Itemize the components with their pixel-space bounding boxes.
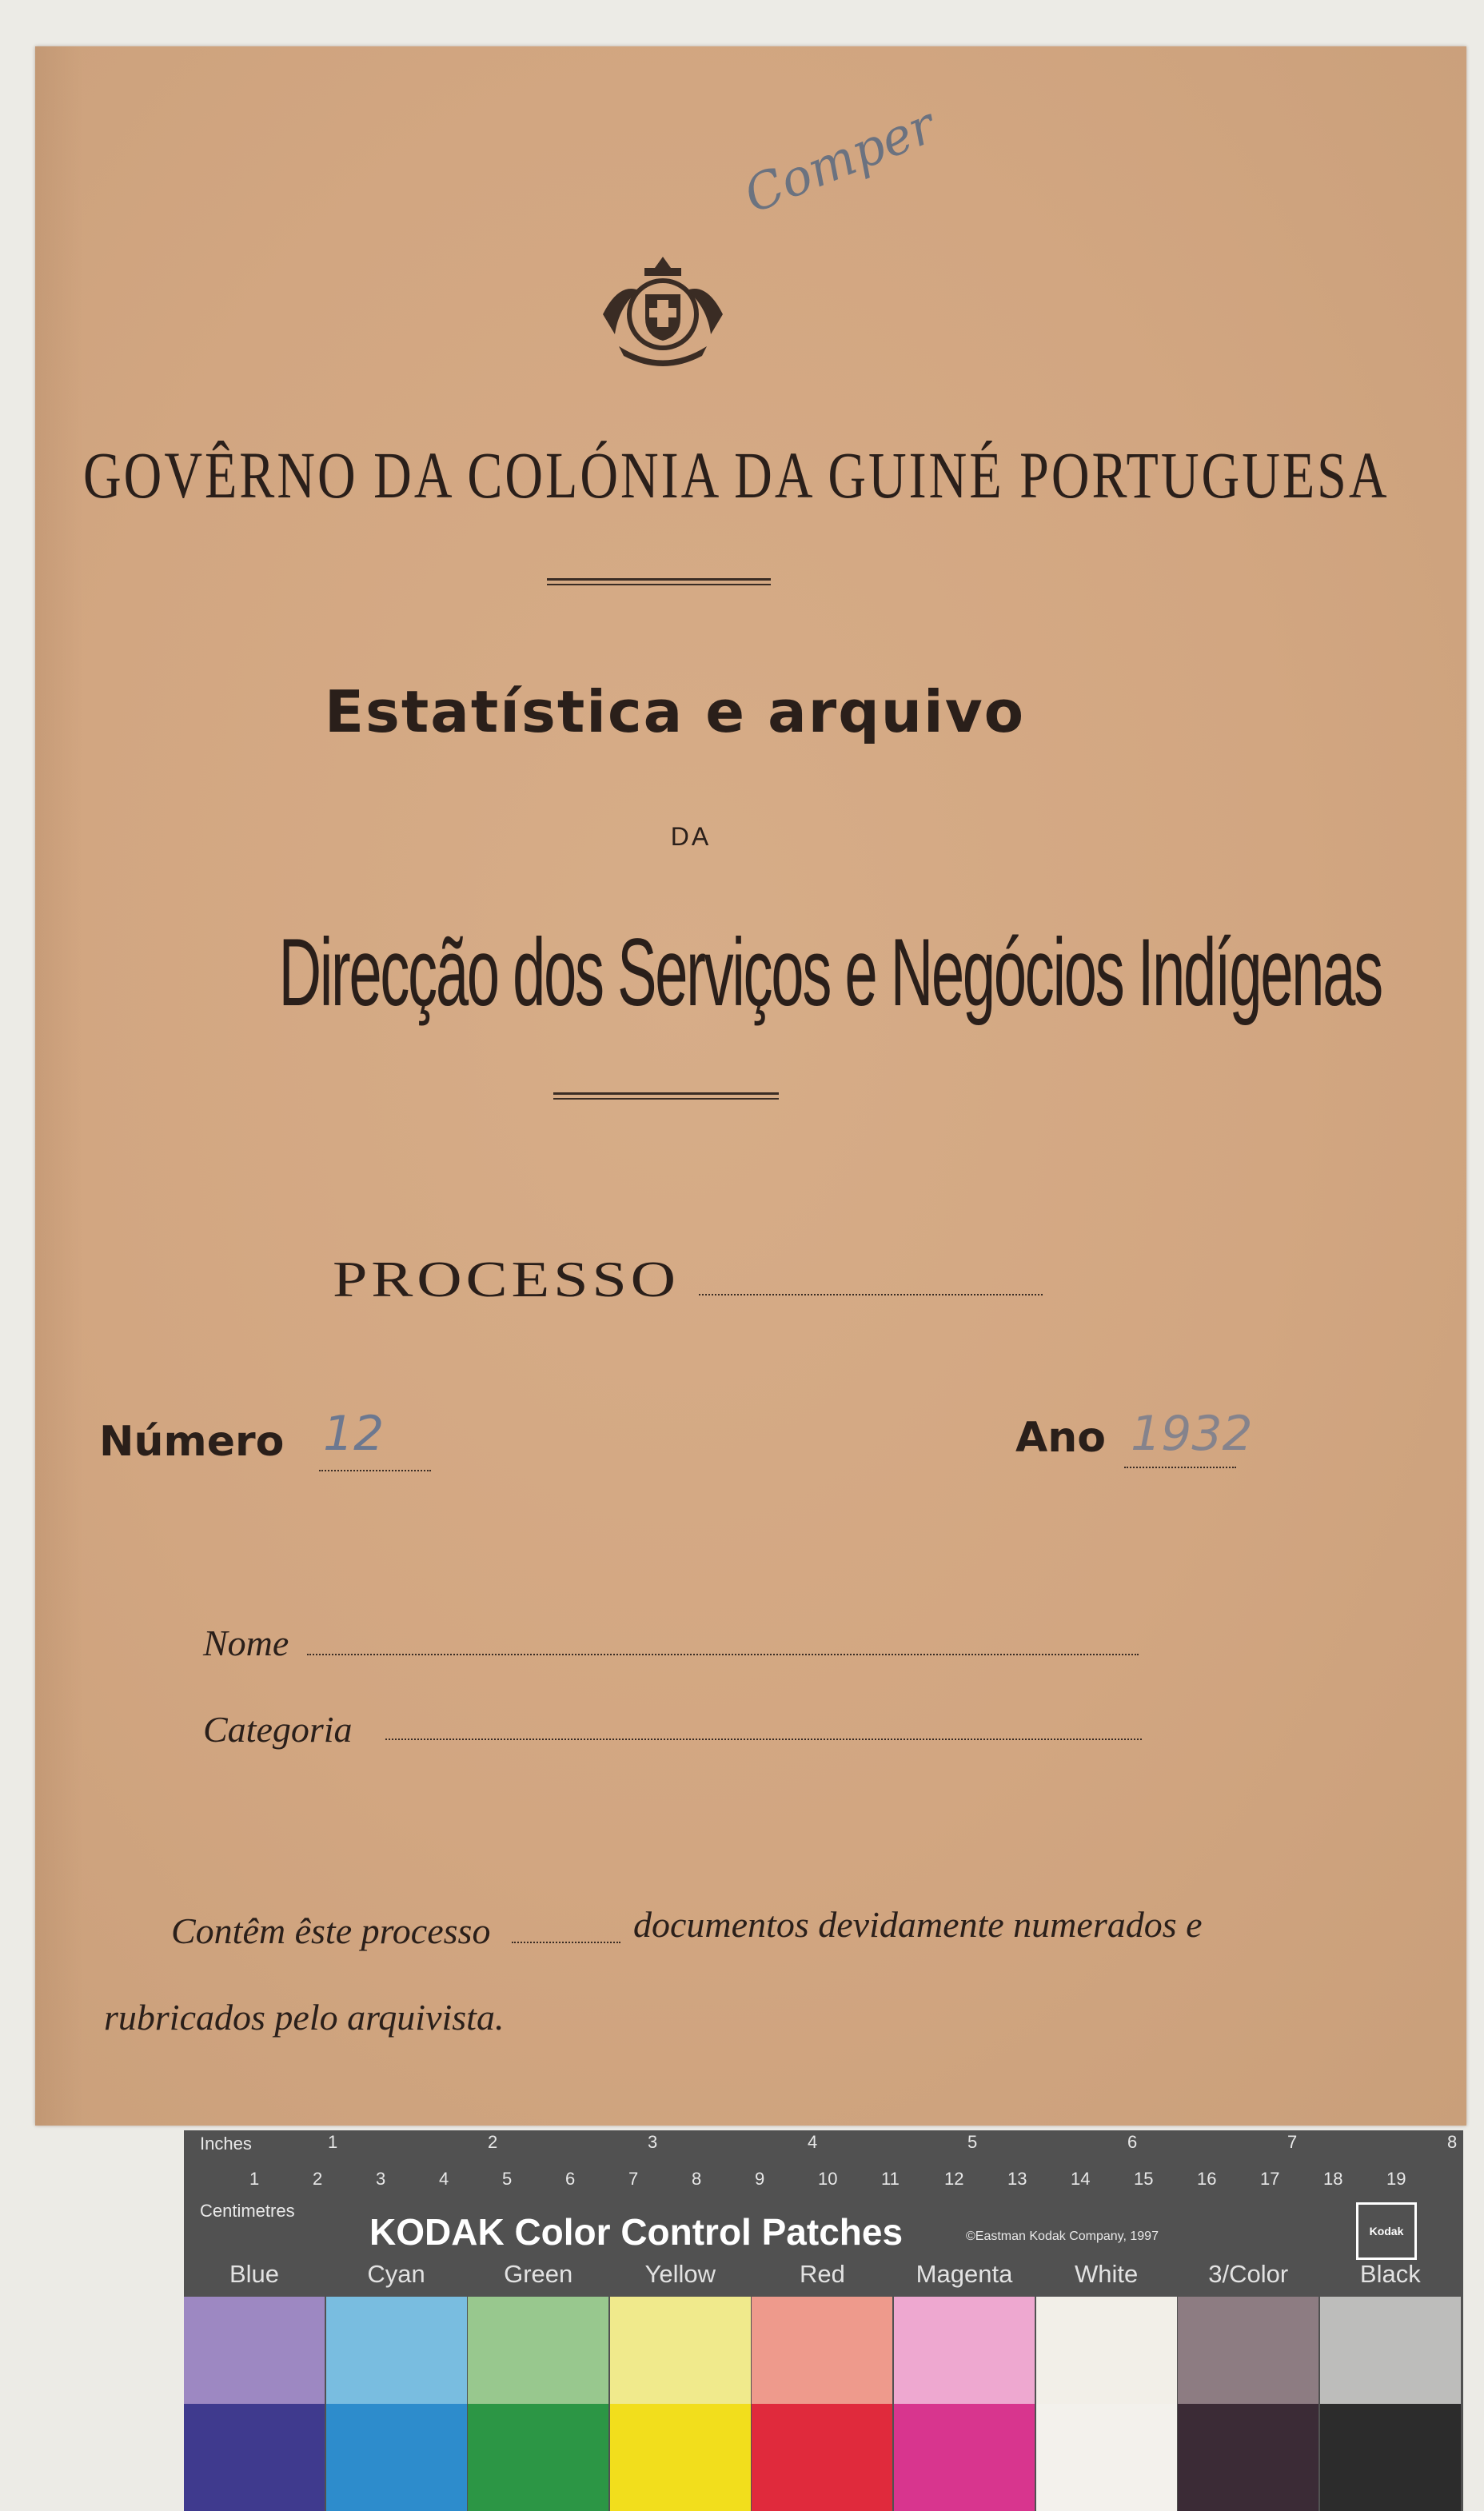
document-count-line [512, 1942, 620, 1943]
cm-mark: 17 [1260, 2169, 1280, 2189]
inch-mark: 6 [1127, 2132, 1138, 2152]
cm-mark: 7 [628, 2169, 639, 2189]
patch-label: Green [504, 2260, 573, 2288]
cm-mark: 1 [249, 2169, 260, 2189]
category-label: Categoria [203, 1709, 353, 1750]
inch-mark: 2 [488, 2132, 498, 2152]
divider-rule [547, 578, 771, 585]
number-value: 12 [323, 1406, 385, 1462]
cm-mark: 15 [1134, 2169, 1154, 2189]
document-folder [35, 46, 1466, 2126]
inch-mark: 5 [967, 2132, 978, 2152]
inch-mark: 3 [648, 2132, 658, 2152]
number-field-line [319, 1470, 431, 1471]
color-patch-top [1320, 2297, 1461, 2404]
inch-mark: 8 [1447, 2132, 1458, 2152]
direction-title: Direcção dos Serviços e Negócios Indígenas [278, 919, 1382, 1027]
kodak-title: KODAK Color Control Patches [369, 2211, 904, 2253]
cm-mark: 4 [439, 2169, 449, 2189]
cm-mark: 6 [565, 2169, 576, 2189]
color-patch-top [1036, 2297, 1177, 2404]
year-field-line [1124, 1467, 1236, 1468]
government-heading: GOVÊRNO DA COLÓNIA DA GUINÉ PORTUGUESA [83, 439, 1390, 513]
cm-mark: 14 [1071, 2169, 1091, 2189]
divider-rule [553, 1092, 779, 1100]
cm-mark: 11 [881, 2169, 900, 2189]
color-patch-bottom [1320, 2404, 1461, 2511]
inch-mark: 4 [808, 2132, 818, 2152]
cm-mark: 18 [1323, 2169, 1343, 2189]
color-patch-bottom [894, 2404, 1035, 2511]
contents-statement-continued: documentos devidamente numerados e [633, 1904, 1203, 1945]
pencil-annotation: Comper [736, 95, 943, 225]
process-label: PROCESSO [333, 1251, 680, 1307]
cm-mark: 12 [944, 2169, 964, 2189]
patch-label: Magenta [916, 2260, 1013, 2288]
color-patch-top [894, 2297, 1035, 2404]
inch-mark: 7 [1287, 2132, 1298, 2152]
color-patch-bottom [468, 2404, 608, 2511]
patch-label: 3/Color [1208, 2260, 1289, 2288]
kodak-logo [1356, 2202, 1417, 2260]
category-field-line [385, 1739, 1142, 1740]
department-title: Estatística e arquivo [324, 678, 1026, 745]
name-field-line [307, 1654, 1139, 1655]
contents-statement: Contêm êste processo [171, 1910, 491, 1951]
color-patch-bottom [610, 2404, 751, 2511]
patch-label: Black [1359, 2260, 1421, 2288]
color-patch-bottom [752, 2404, 892, 2511]
cm-mark: 5 [502, 2169, 513, 2189]
name-label: Nome [203, 1623, 289, 1663]
inches-label: Inches [200, 2134, 252, 2154]
cm-mark: 2 [313, 2169, 323, 2189]
color-patch-bottom [1036, 2404, 1177, 2511]
connector-text: DA [670, 822, 712, 851]
kodak-color-target [184, 2130, 1463, 2511]
color-patch-top [610, 2297, 751, 2404]
cm-mark: 10 [818, 2169, 838, 2189]
patch-label: Red [799, 2260, 845, 2288]
inch-mark: 1 [328, 2132, 338, 2152]
cm-mark: 19 [1386, 2169, 1406, 2189]
patch-label: Yellow [644, 2260, 716, 2288]
contents-statement-end: rubricados pelo arquivista. [104, 1997, 505, 2038]
color-patch-top [326, 2297, 467, 2404]
coat-of-arms-icon [595, 250, 731, 370]
kodak-logo-text: Kodak [1369, 2225, 1404, 2238]
cm-mark: 3 [376, 2169, 386, 2189]
year-label: Ano [1015, 1414, 1106, 1462]
year-value: 1932 [1131, 1406, 1253, 1462]
process-field-line [699, 1294, 1043, 1295]
color-patch-top [752, 2297, 892, 2404]
kodak-copyright: ©Eastman Kodak Company, 1997 [966, 2230, 1159, 2243]
cm-mark: 13 [1007, 2169, 1027, 2189]
color-patch-bottom [184, 2404, 325, 2511]
centimetres-label: Centimetres [200, 2201, 295, 2221]
patch-label: White [1074, 2260, 1139, 2288]
cm-mark: 16 [1197, 2169, 1217, 2189]
number-label: Número [99, 1418, 285, 1466]
cm-mark: 9 [755, 2169, 765, 2189]
patch-label: Blue [229, 2260, 280, 2288]
patch-label: Cyan [367, 2260, 425, 2288]
color-patch-bottom [1178, 2404, 1318, 2511]
inch-ruler [184, 2130, 1463, 2207]
cm-mark: 8 [692, 2169, 702, 2189]
color-patch-top [1178, 2297, 1318, 2404]
color-patch-bottom [326, 2404, 467, 2511]
color-patch-top [184, 2297, 325, 2404]
color-patch-top [468, 2297, 608, 2404]
